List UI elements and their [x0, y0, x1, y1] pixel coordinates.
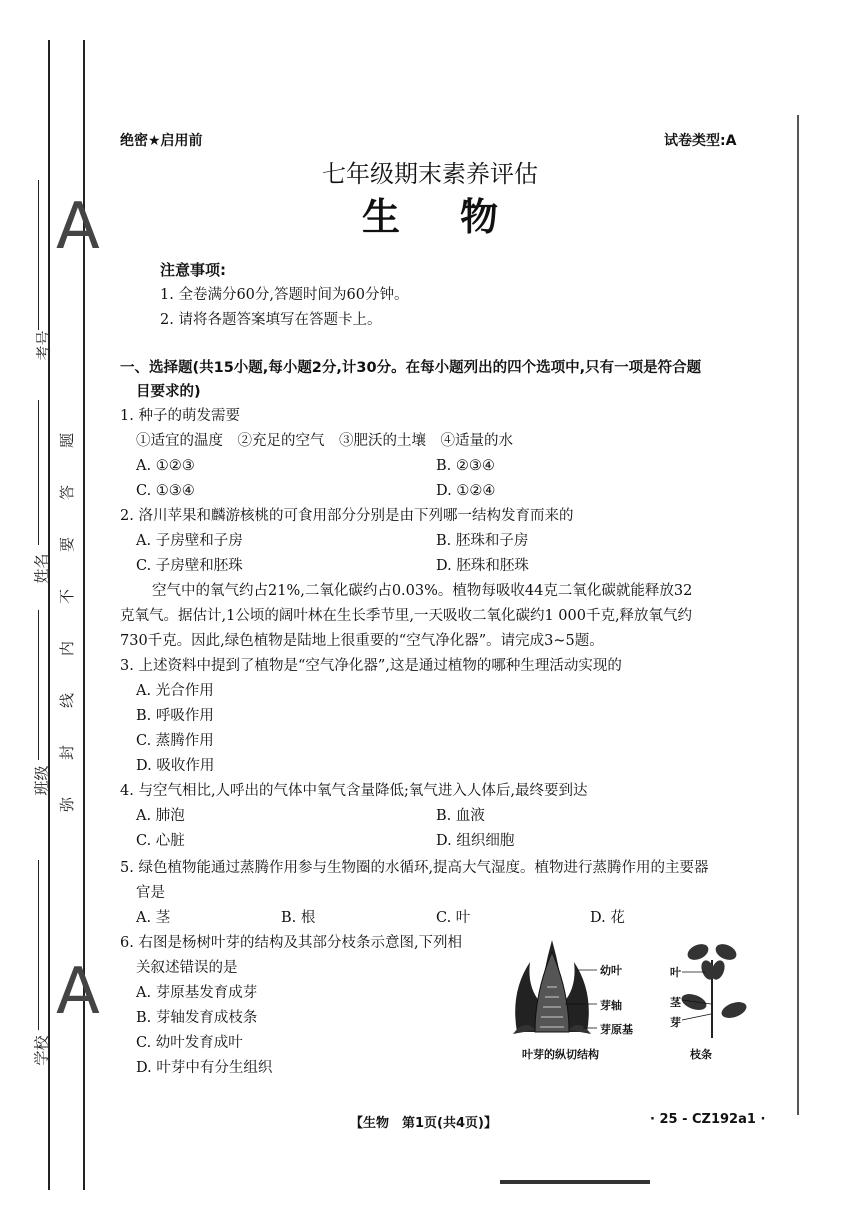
binding-mark-a: A [56, 190, 100, 264]
class-underline [38, 610, 39, 760]
binding-label-class: 班级 [32, 765, 51, 796]
school-underline [38, 860, 39, 1030]
branch-figure-caption: 枝条 [690, 1048, 712, 1061]
option-d: D. ①②④ [436, 483, 496, 499]
material-text: 空气中的氧气约占21%,二氧化碳约占0.03%。植物每吸收44克二氧化碳就能释放32 [152, 583, 693, 599]
fold-char: 弥 [58, 796, 77, 813]
option-a: A. 子房壁和子房 [136, 533, 243, 549]
question-stem: 4. 与空气相比,人呼出的气体中氧气含量降低;氧气进入人体后,最终要到达 [120, 783, 588, 799]
binding-label-school: 学校 [32, 1035, 51, 1066]
question-stem: 1. 种子的萌发需要 [120, 408, 240, 424]
fold-char: 答 [58, 484, 77, 501]
option-c: C. 叶 [436, 910, 471, 926]
binding-label-name: 姓名 [32, 553, 51, 584]
label-bud-primordium: 芽原基 [600, 1023, 633, 1036]
fold-char: 不 [58, 588, 77, 605]
material-text: 730千克。因此,绿色植物是陆地上很重要的“空气净化器”。请完成3~5题。 [120, 633, 604, 649]
name-underline [38, 400, 39, 545]
question-stem: 6. 右图是杨树叶芽的结构及其部分枝条示意图,下列相 [120, 935, 463, 951]
exam-subject: 生物 [361, 195, 558, 239]
notice-item: 2. 请将各题答案填写在答题卡上。 [160, 312, 382, 328]
option-a: A. 肺泡 [136, 808, 185, 824]
label-bud: 芽 [670, 1016, 681, 1029]
option-b: B. 根 [281, 910, 316, 926]
option-c: C. 蒸腾作用 [136, 733, 214, 749]
paper-type-label: 试卷类型:A [664, 133, 737, 149]
confidential-label: 绝密★启用前 [120, 133, 203, 149]
question-stem: 2. 洛川苹果和麟游核桃的可食用部分分别是由下列哪一结构发育而来的 [120, 508, 574, 524]
option-b: B. ②③④ [436, 458, 495, 474]
option-a: A. 光合作用 [136, 683, 214, 699]
option-b: B. 芽轴发育成枝条 [136, 1010, 258, 1026]
label-leaf: 叶 [670, 966, 681, 979]
label-young-leaf: 幼叶 [600, 964, 622, 977]
label-bud-axis: 芽轴 [600, 999, 622, 1012]
option-d: D. 胚珠和胚珠 [436, 558, 529, 574]
bud-figure-caption: 叶芽的纵切结构 [522, 1048, 599, 1061]
option-c: C. 心脏 [136, 833, 185, 849]
option-b: B. 血液 [436, 808, 485, 824]
question-stem: 5. 绿色植物能通过蒸腾作用参与生物圈的水循环,提高大气湿度。植物进行蒸腾作用的主要器 [120, 860, 709, 876]
notice-item: 1. 全卷满分60分,答题时间为60分钟。 [160, 287, 409, 303]
right-page-edge [797, 115, 799, 1115]
branch-figure [672, 940, 752, 1040]
option-c: C. ①③④ [136, 483, 195, 499]
option-c: C. 子房壁和胚珠 [136, 558, 243, 574]
option-b: B. 呼吸作用 [136, 708, 214, 724]
notice-heading: 注意事项: [160, 261, 226, 279]
option-a: A. ①②③ [136, 458, 195, 474]
scan-artifact [500, 1180, 650, 1184]
option-d: D. 组织细胞 [436, 833, 515, 849]
bud-section-figure [505, 932, 600, 1047]
question-stem: 3. 上述资料中提到了植物是“空气净化器”,这是通过植物的哪种生理活动实现的 [120, 658, 622, 674]
option-a: A. 茎 [136, 910, 171, 926]
fold-char: 线 [58, 692, 77, 709]
question-items: ①适宜的温度 ②充足的空气 ③肥沃的土壤 ④适量的水 [136, 433, 513, 449]
fold-char: 题 [58, 432, 77, 449]
option-d: D. 吸收作用 [136, 758, 215, 774]
fold-char: 要 [58, 536, 77, 553]
exam-title: 七年级期末素养评估 [322, 160, 538, 188]
section-title-cont: 目要求的) [136, 384, 201, 400]
section-title: 一、选择题(共15小题,每小题2分,计30分。在每小题列出的四个选项中,只有一项是符合题 [120, 360, 702, 376]
binding-mark-a: A [56, 955, 100, 1029]
option-c: C. 幼叶发育成叶 [136, 1035, 243, 1051]
material-text: 克氧气。据估计,1公顷的阔叶林在生长季节里,一天吸收二氧化碳约1 000千克,释放氧气约 [120, 608, 693, 624]
label-stem: 茎 [670, 996, 681, 1009]
fold-char: 内 [58, 640, 77, 657]
option-b: B. 胚珠和子房 [436, 533, 529, 549]
paper-code: · 25 - CZ192a1 · [650, 1112, 766, 1127]
page-footer: 【生物 第1页(共4页)】 [350, 1116, 497, 1131]
question-stem-cont: 官是 [136, 885, 165, 901]
option-d: D. 叶芽中有分生组织 [136, 1060, 273, 1076]
fold-char: 封 [58, 744, 77, 761]
binding-label-exam-number: 考号 [34, 330, 53, 361]
question-stem-cont: 关叙述错误的是 [136, 960, 238, 976]
option-a: A. 芽原基发育成芽 [136, 985, 258, 1001]
option-d: D. 花 [590, 910, 625, 926]
